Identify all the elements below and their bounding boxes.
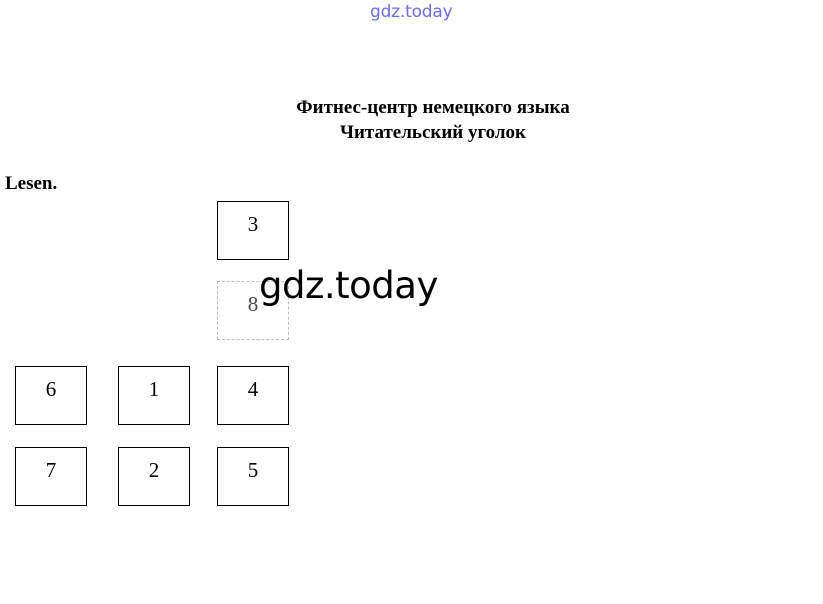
number-box-4: 4 [217, 366, 289, 425]
watermark-top: gdz.today [370, 2, 453, 22]
title-line-1: Фитнес-центр немецкого языка [296, 97, 570, 118]
title-line-2: Читательский уголок [340, 122, 526, 143]
number-box-6: 6 [15, 366, 87, 425]
instruction-text: Lesen. [5, 173, 58, 194]
page-title [0, 95, 823, 145]
watermark-middle: gdz.today [259, 264, 438, 307]
number-box-1: 1 [118, 366, 190, 425]
number-box-3: 3 [217, 201, 289, 260]
number-box-7: 7 [15, 447, 87, 506]
number-box-5: 5 [217, 447, 289, 506]
number-box-8: 8 [217, 281, 289, 340]
number-box-2: 2 [118, 447, 190, 506]
